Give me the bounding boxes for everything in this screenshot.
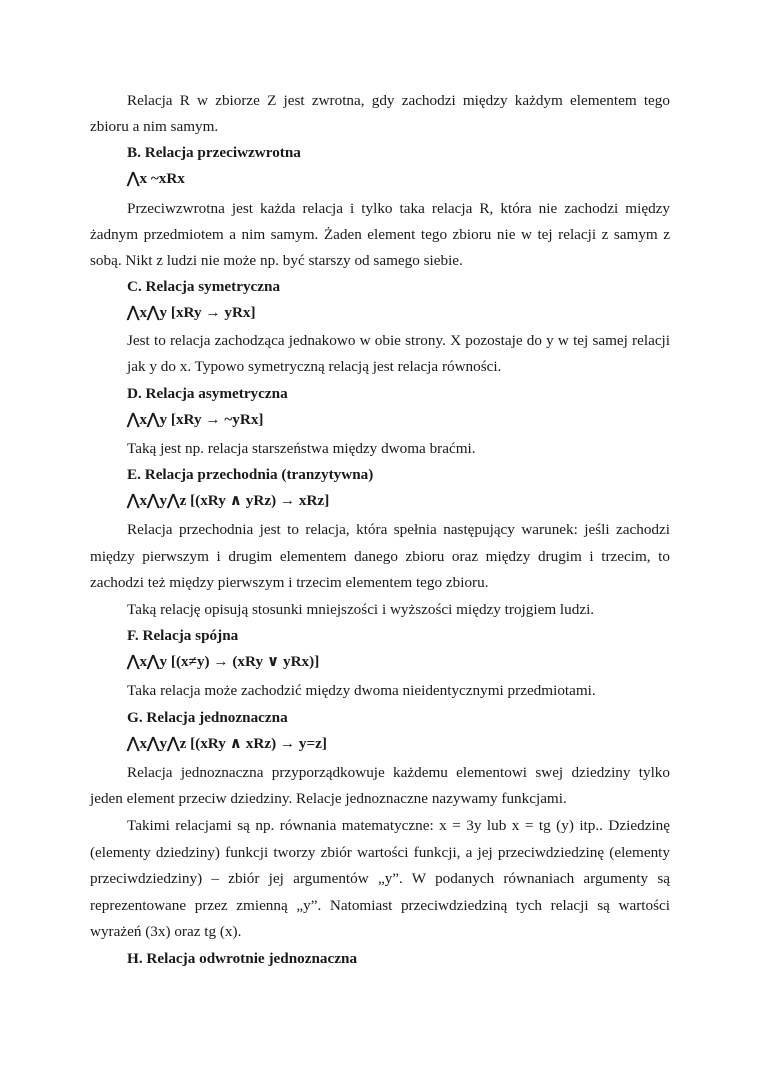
- section-heading: D. Relacja asymetryczna: [127, 385, 288, 402]
- paragraph-line: przeciwdziedziny) – zbiór jej argumentów „y”. W podanych równaniach argumenty są: [90, 870, 670, 887]
- paragraph-line: reprezentowane przez zmienną „y”. Natomiast przeciwdziedziną tych relacji są wartości: [90, 897, 670, 914]
- section-heading: H. Relacja odwrotnie jednoznaczna: [127, 950, 358, 967]
- section-heading: B. Relacja przeciwzwrotna: [127, 144, 301, 161]
- formula: ⋀x⋀y [(x≠y) → (xRy ∨ yRx)]: [127, 653, 320, 670]
- formula: ⋀x ~xRx: [127, 170, 185, 187]
- formula: ⋀x⋀y [xRy → yRx]: [127, 304, 256, 321]
- paragraph-line: Jest to relacja zachodząca jednakowo w obie strony. X pozostaje do y w tej samej relacji: [127, 332, 670, 349]
- paragraph-line: sobą. Nikt z ludzi nie może np. być starszy od samego siebie.: [90, 252, 463, 269]
- formula: ⋀x⋀y⋀z [(xRy ∧ yRz) → xRz]: [127, 492, 330, 509]
- paragraph-line: Relacja jednoznaczna przyporządkowuje każdemu elementowi swej dziedziny tylko: [127, 764, 670, 781]
- paragraph-line: (elementy dziedziny) funkcji tworzy zbiór wartości funkcji, a jej przeciwdziedzinę (elementy: [90, 844, 670, 861]
- section-heading: C. Relacja symetryczna: [127, 278, 281, 295]
- formula: ⋀x⋀y [xRy → ~yRx]: [127, 411, 264, 428]
- paragraph-line: między pierwszym i drugim elementem danego zbioru oraz między drugim i trzecim, to: [90, 548, 670, 565]
- paragraph-line: Relacja R w zbiorze Z jest zwrotna, gdy zachodzi między każdym elementem tego: [127, 92, 670, 109]
- paragraph-line: jeden element przeciw dziedziny. Relacje jednoznaczne nazywamy funkcjami.: [90, 790, 567, 807]
- paragraph-line: Taką jest np. relacja starszeństwa między dwoma braćmi.: [127, 440, 476, 457]
- paragraph-line: Takimi relacjami są np. równania matematyczne: x = 3y lub x = tg (y) itp.. Dziedzinę: [127, 817, 670, 834]
- paragraph-line: Przeciwzwrotna jest każda relacja i tylko taka relacja R, która nie zachodzi między: [127, 200, 670, 217]
- section-heading: G. Relacja jednoznaczna: [127, 709, 288, 726]
- formula: ⋀x⋀y⋀z [(xRy ∧ xRz) → y=z]: [127, 735, 327, 752]
- paragraph-line: żadnym przedmiotem a nim samym. Żaden element tego zbioru nie w tej relacji z samym z: [90, 226, 670, 243]
- paragraph-line: Relacja przechodnia jest to relacja, która spełnia następujący warunek: jeśli zachodzi: [127, 521, 670, 538]
- section-heading: F. Relacja spójna: [127, 627, 239, 644]
- paragraph-line: jak y do x. Typowo symetryczną relacją jest relacja równości.: [127, 358, 502, 375]
- paragraph-line: wyrażeń (3x) oraz tg (x).: [90, 923, 242, 940]
- paragraph-line: Taka relacja może zachodzić między dwoma nieidentycznymi przedmiotami.: [127, 682, 596, 699]
- paragraph-line: Taką relację opisują stosunki mniejszości i wyższości między trojgiem ludzi.: [127, 601, 595, 618]
- section-heading: E. Relacja przechodnia (tranzytywna): [127, 466, 374, 483]
- paragraph-line: zachodzi też między pierwszym i trzecim elementem tego zbioru.: [90, 574, 489, 591]
- paragraph-line: zbioru a nim samym.: [90, 118, 219, 135]
